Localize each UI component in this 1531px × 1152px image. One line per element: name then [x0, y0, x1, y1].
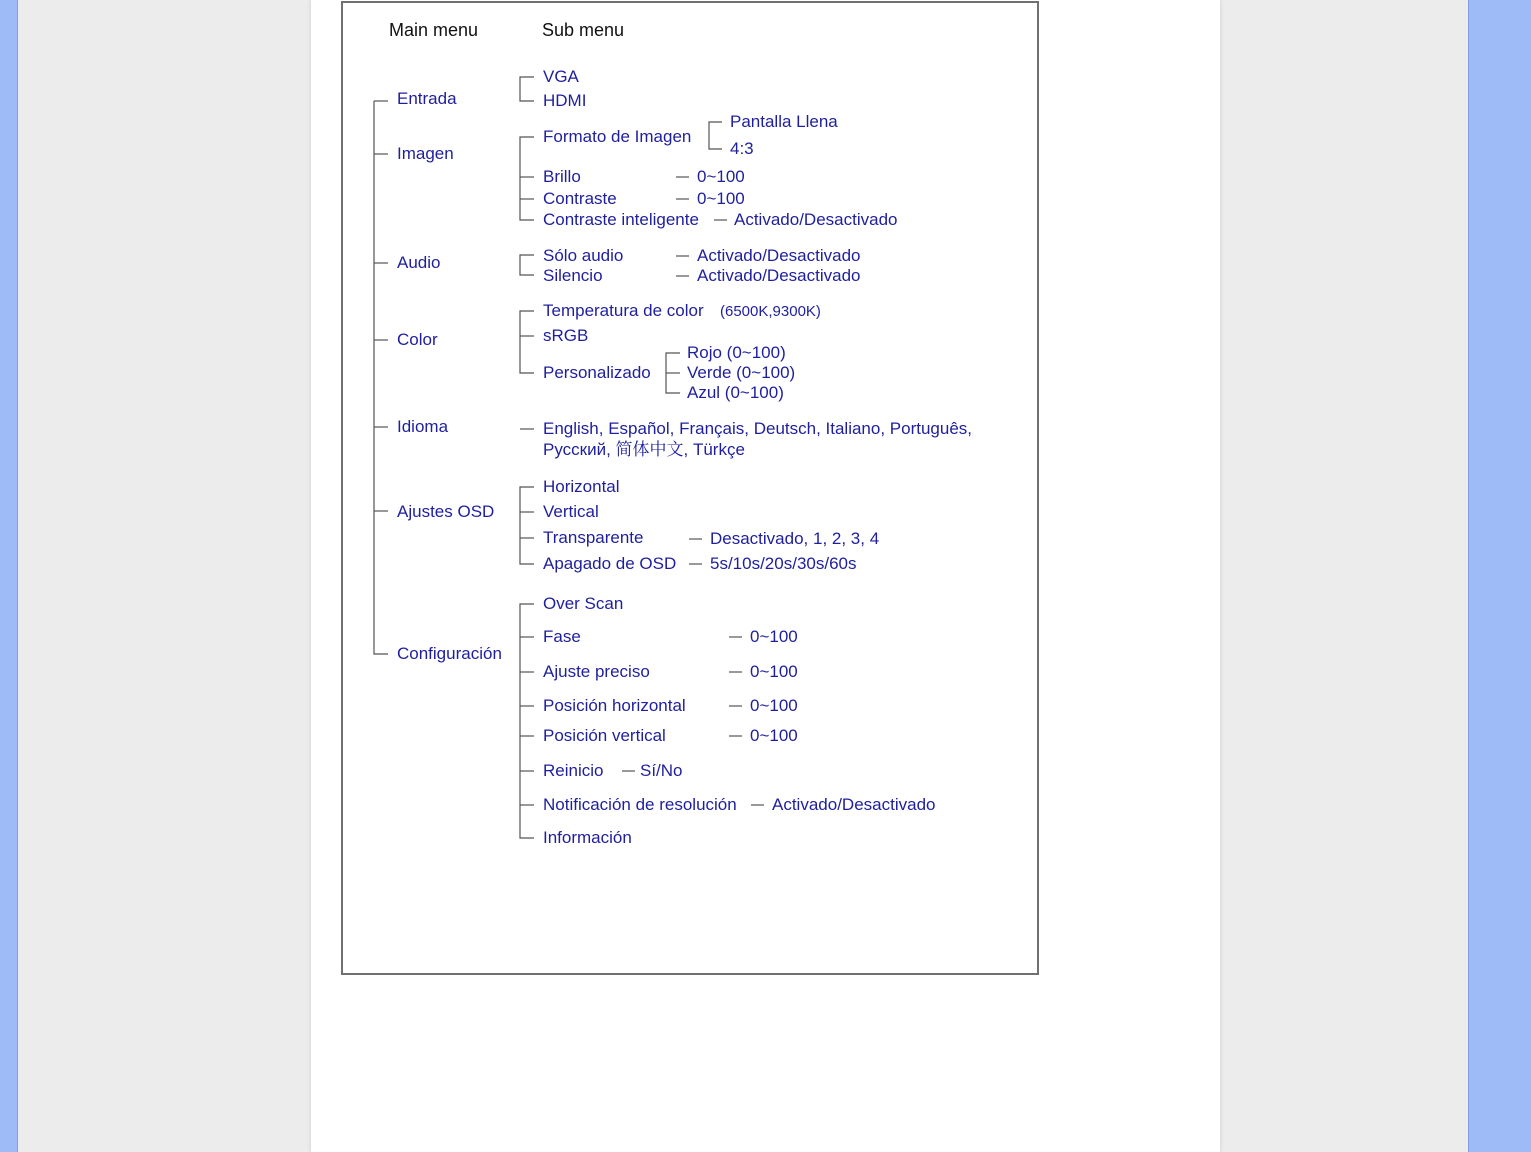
option-pantalla-llena: Pantalla Llena: [730, 112, 838, 131]
submenu-apagado-osd: Apagado de OSD: [543, 554, 677, 573]
submenu-solo-audio: Sólo audio: [543, 246, 624, 265]
submenu-transparente: Transparente: [543, 528, 644, 547]
notificacion-value: Activado/Desactivado: [772, 795, 936, 814]
solo-audio-value: Activado/Desactivado: [697, 246, 861, 265]
submenu-posicion-horizontal: Posición horizontal: [543, 696, 686, 715]
fase-range: 0~100: [750, 627, 798, 646]
menu-item-configuracion: Configuración: [397, 644, 502, 663]
menu-item-color: Color: [397, 330, 438, 349]
menu-item-ajustes-osd: Ajustes OSD: [397, 502, 495, 521]
submenu-posicion-vertical: Posición vertical: [543, 726, 666, 745]
menu-item-audio: Audio: [397, 253, 441, 272]
posicion-vertical-range: 0~100: [750, 726, 798, 745]
submenu-ajuste-preciso: Ajuste preciso: [543, 662, 650, 681]
reinicio-value: Sí/No: [640, 761, 683, 780]
idioma-languages-line1: English, Español, Français, Deutsch, Italiano, Português,: [543, 419, 973, 438]
submenu-vga: VGA: [543, 67, 579, 86]
brillo-range: 0~100: [697, 167, 745, 186]
submenu-hdmi: HDMI: [543, 91, 587, 110]
option-verde: Verde (0~100): [687, 363, 796, 382]
submenu-contraste: Contraste: [543, 189, 617, 208]
main-menu-header: Main menu: [389, 20, 479, 40]
submenu-brillo: Brillo: [543, 167, 581, 186]
submenu-notificacion-resolucion: Notificación de resolución: [543, 795, 737, 814]
left-gutter: [17, 0, 312, 1152]
submenu-fase: Fase: [543, 627, 581, 646]
submenu-vertical: Vertical: [543, 502, 599, 521]
submenu-silencio: Silencio: [543, 266, 603, 285]
ajuste-preciso-range: 0~100: [750, 662, 798, 681]
menu-item-entrada: Entrada: [397, 89, 457, 108]
submenu-reinicio: Reinicio: [543, 761, 604, 780]
sub-menu-header: Sub menu: [542, 20, 625, 40]
osd-menu-diagram: [341, 1, 1039, 975]
posicion-horizontal-range: 0~100: [750, 696, 798, 715]
submenu-contraste-inteligente: Contraste inteligente: [543, 210, 699, 229]
submenu-horizontal: Horizontal: [543, 477, 620, 496]
submenu-srgb: sRGB: [543, 326, 589, 345]
menu-item-idioma: Idioma: [397, 417, 449, 436]
submenu-over-scan: Over Scan: [543, 594, 624, 613]
option-4-3: 4:3: [730, 139, 754, 158]
submenu-informacion: Información: [543, 828, 632, 847]
option-azul: Azul (0~100): [687, 383, 784, 402]
contraste-range: 0~100: [697, 189, 745, 208]
idioma-languages-line2: Русский, 简体中文, Türkçe: [543, 440, 745, 459]
submenu-formato-imagen: Formato de Imagen: [543, 127, 692, 146]
apagado-values: 5s/10s/20s/30s/60s: [710, 554, 857, 573]
silencio-value: Activado/Desactivado: [697, 266, 861, 285]
temperatura-values: (6500K,9300K): [720, 303, 821, 320]
right-gutter: [1220, 0, 1469, 1152]
contraste-inteligente-value: Activado/Desactivado: [734, 210, 898, 229]
submenu-personalizado: Personalizado: [543, 363, 651, 382]
submenu-temperatura-color: Temperatura de color: [543, 301, 704, 320]
menu-item-imagen: Imagen: [397, 144, 454, 163]
option-rojo: Rojo (0~100): [687, 343, 786, 362]
transparente-values: Desactivado, 1, 2, 3, 4: [710, 529, 880, 548]
